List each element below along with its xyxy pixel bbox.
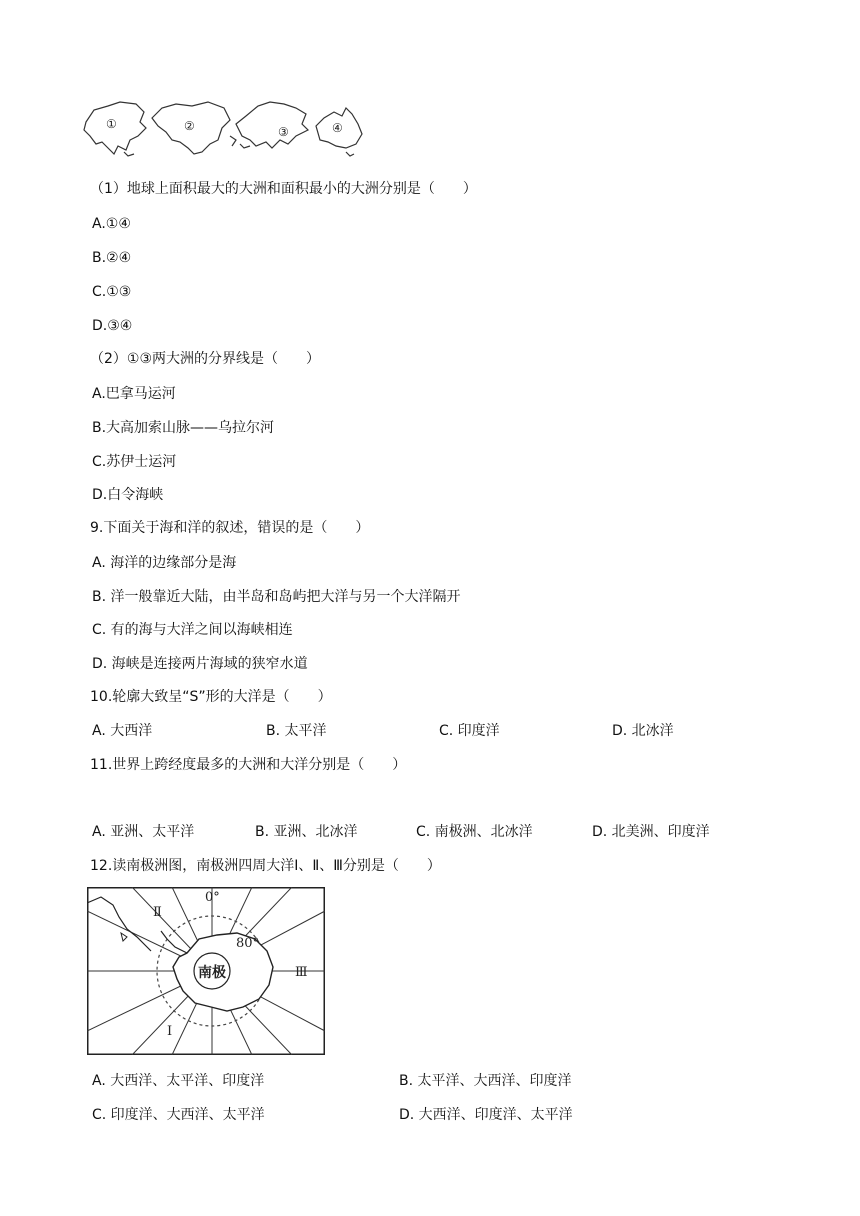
map-label-0-degree: 0° bbox=[205, 890, 220, 905]
question-12-stem: 12.读南极洲图，南极洲四周大洋Ⅰ、Ⅱ、Ⅲ分别是（ ） bbox=[90, 858, 441, 874]
question-8-1-option-c[interactable]: C.①③ bbox=[92, 284, 132, 300]
antarctica-map bbox=[87, 887, 325, 1055]
question-11-option-d[interactable]: D. 北美洲、印度洋 bbox=[592, 824, 710, 840]
question-9-option-c[interactable]: C. 有的海与大洋之间以海峡相连 bbox=[92, 622, 293, 638]
question-8-2-option-d[interactable]: D.白令海峡 bbox=[92, 487, 164, 503]
question-8-2-option-c[interactable]: C.苏伊士运河 bbox=[92, 454, 177, 470]
question-8-1-option-a[interactable]: A.①④ bbox=[92, 216, 131, 232]
continent-label-4: ④ bbox=[332, 121, 343, 135]
question-12-option-a[interactable]: A. 大西洋、太平洋、印度洋 bbox=[92, 1073, 265, 1089]
question-8-2-option-b[interactable]: B.大高加索山脉——乌拉尔河 bbox=[92, 420, 275, 436]
question-10-option-d[interactable]: D. 北冰洋 bbox=[612, 723, 674, 739]
continent-label-3: ③ bbox=[278, 125, 289, 139]
question-10-option-c[interactable]: C. 印度洋 bbox=[439, 723, 500, 739]
question-8-2-option-a[interactable]: A.巴拿马运河 bbox=[92, 386, 176, 402]
question-9-stem: 9.下面关于海和洋的叙述，错误的是（ ） bbox=[90, 520, 370, 536]
continent-label-1: ① bbox=[106, 117, 117, 131]
map-label-ocean-iii: Ⅲ bbox=[295, 965, 308, 980]
question-8-2-stem: （2）①③两大洲的分界线是（ ） bbox=[90, 351, 321, 367]
question-10-stem: 10.轮廓大致呈“S”形的大洋是（ ） bbox=[90, 689, 332, 705]
map-label-ocean-ii: Ⅱ bbox=[153, 905, 162, 920]
map-label-80-degree: 80° bbox=[236, 936, 260, 951]
question-9-option-d[interactable]: D. 海峡是连接两片海域的狭窄水道 bbox=[92, 656, 308, 672]
question-8-1-option-d[interactable]: D.③④ bbox=[92, 318, 133, 334]
question-10-option-b[interactable]: B. 太平洋 bbox=[266, 723, 327, 739]
continents-figure bbox=[80, 96, 372, 162]
question-11-option-a[interactable]: A. 亚洲、太平洋 bbox=[92, 824, 195, 840]
question-12-option-b[interactable]: B. 太平洋、大西洋、印度洋 bbox=[399, 1073, 572, 1089]
map-label-south-pole: 南极 bbox=[198, 965, 226, 981]
question-11-stem: 11.世界上跨经度最多的大洲和大洋分别是（ ） bbox=[90, 757, 407, 773]
question-8-1-option-b[interactable]: B.②④ bbox=[92, 250, 132, 266]
question-11-option-b[interactable]: B. 亚洲、北冰洋 bbox=[255, 824, 358, 840]
map-label-ocean-i: Ⅰ bbox=[167, 1024, 173, 1039]
question-9-option-b[interactable]: B. 洋一般靠近大陆，由半岛和岛屿把大洋与另一个大洋隔开 bbox=[92, 589, 461, 605]
question-9-option-a[interactable]: A. 海洋的边缘部分是海 bbox=[92, 555, 237, 571]
question-12-option-d[interactable]: D. 大西洋、印度洋、太平洋 bbox=[399, 1107, 573, 1123]
question-12-option-c[interactable]: C. 印度洋、大西洋、太平洋 bbox=[92, 1107, 265, 1123]
question-8-1-stem: （1）地球上面积最大的大洲和面积最小的大洲分别是（ ） bbox=[90, 181, 477, 197]
continent-label-2: ② bbox=[184, 119, 195, 133]
question-10-option-a[interactable]: A. 大西洋 bbox=[92, 723, 153, 739]
question-11-option-c[interactable]: C. 南极洲、北冰洋 bbox=[416, 824, 533, 840]
